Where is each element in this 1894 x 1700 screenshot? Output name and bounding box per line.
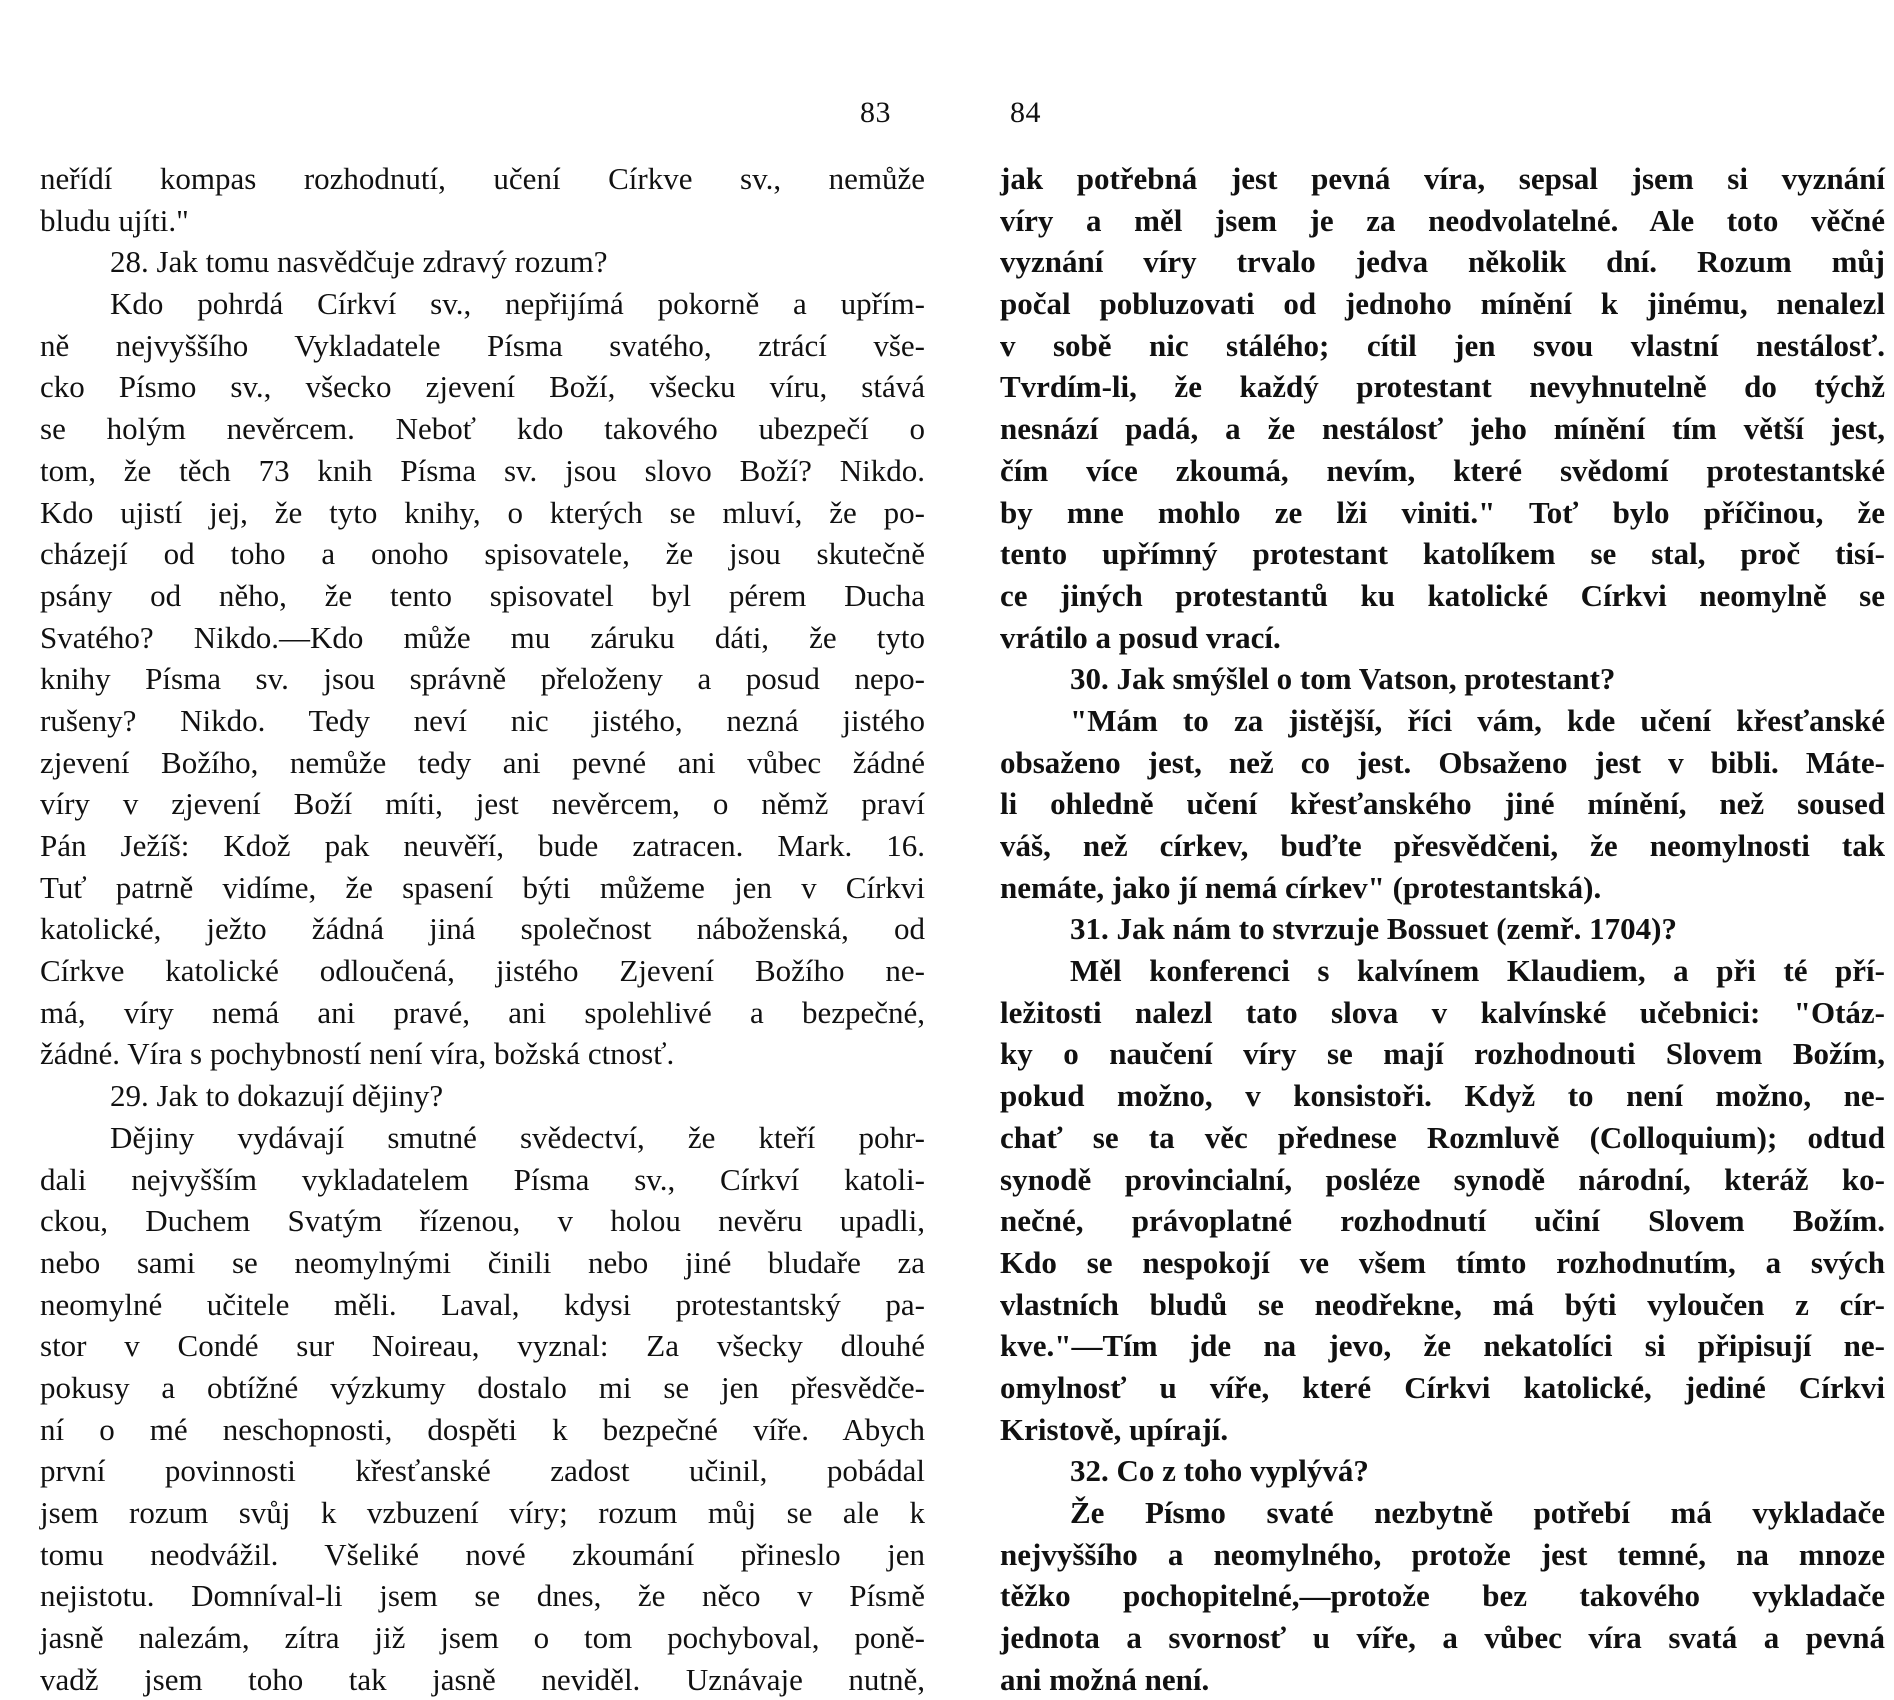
text-line: Kdo se nespokojí ve všem tímto rozhodnutím, a svých xyxy=(1000,1244,1885,1280)
text-line: obsaženo jest, než co jest. Obsaženo jest v bibli. Máte- xyxy=(1000,744,1885,780)
text-line: pokud možno, v konsistoři. Když to není možno, ne- xyxy=(1000,1078,1885,1114)
text-line: ckou, Duchem Svatým řízenou, v holou nevěru upadli, xyxy=(40,1203,925,1239)
text-line: stor v Condé sur Noireau, vyznal: Za všecky dlouhé xyxy=(40,1328,925,1364)
text-line: synodě provincialní, posléze synodě národní, kteráž ko- xyxy=(1000,1161,1885,1197)
text-line: kve."—Tím jde na jevo, že nekatolíci si připisují ne- xyxy=(1000,1328,1885,1364)
text-line: katolické, ježto žádná jiná společnost náboženská, od xyxy=(40,911,925,947)
text-line: nebo sami se neomylnými činili nebo jiné bludaře za xyxy=(40,1244,925,1280)
text-line: psány od něho, že tento spisovatel byl pérem Ducha xyxy=(40,577,925,613)
text-line: 32. Co z toho vyplývá? xyxy=(1070,1453,1369,1489)
right-page xyxy=(1000,0,1885,1697)
text-line: nejistotu. Domníval-li jsem se dnes, že něco v Písmě xyxy=(40,1578,925,1614)
text-line: počal pobluzovati od jednoho mínění k jinému, nenalezl xyxy=(1000,286,1885,322)
right-page-text xyxy=(1000,158,1885,1700)
text-line: těžko pochopitelné,—protože bez takového vykladače xyxy=(1000,1578,1885,1614)
text-line: li ohledně učení křesťanského jiné mínění, než soused xyxy=(1000,786,1885,822)
text-line: vyznání víry trvalo jedva několik dní. Rozum můj xyxy=(1000,244,1885,280)
page-number-right: 84 xyxy=(1010,96,1041,129)
text-line: neřídí kompas rozhodnutí, učení Církve sv., nemůže xyxy=(40,161,925,196)
text-line: Tvrdím-li, že každý protestant nevyhnutelně do týchž xyxy=(1000,369,1885,405)
text-line: tom, že těch 73 knih Písma sv. jsou slovo Boží? Nikdo. xyxy=(40,452,925,488)
text-line: víry a měl jsem je za neodvolatelné. Ale toto věčné xyxy=(1000,202,1885,238)
text-line: chať se ta věc přednese Rozmluvě (Colloquium); odtud xyxy=(1000,1119,1885,1155)
text-line: 30. Jak smýšlel o tom Vatson, protestant? xyxy=(1070,661,1616,697)
left-page-text xyxy=(40,158,925,1700)
text-line: omylnosť u víře, které Církvi katolické, jediné Církvi xyxy=(1000,1369,1885,1405)
text-line: pokusy a obtížné výzkumy dostalo mi se jen přesvědče- xyxy=(40,1369,925,1405)
text-line: knihy Písma sv. jsou správně přeloženy a posud nepo- xyxy=(40,661,925,697)
text-line: bludu ujíti." xyxy=(40,202,189,238)
text-line: jak potřebná jest pevná víra, sepsal jsem si vyznání xyxy=(1000,161,1885,196)
text-line: Církve katolické odloučená, jistého Zjevení Božího ne- xyxy=(40,953,925,989)
text-line: čím více zkoumá, nevím, které svědomí protestantské xyxy=(1000,452,1885,488)
text-line: jasně nalezám, zítra již jsem o tom pochyboval, poně- xyxy=(40,1620,925,1656)
text-line: cházejí od toho a onoho spisovatele, že jsou skutečně xyxy=(40,536,925,572)
text-line: první povinnosti křesťanské zadost učinil, pobádal xyxy=(40,1453,925,1489)
text-line: 31. Jak nám to stvrzuje Bossuet (zemř. 1704)? xyxy=(1070,911,1677,947)
text-line: váš, než církev, buďte přesvědčeni, že neomylnosti tak xyxy=(1000,828,1885,863)
text-line: v sobě nic stálého; cítil jen svou vlastní nestálosť. xyxy=(1000,327,1885,363)
text-line: Pán Ježíš: Kdož pak neuvěří, bude zatracen. Mark. 16. xyxy=(40,828,925,863)
text-line: nesnází padá, a že nestálosť jeho mínění tím větší jest, xyxy=(1000,411,1885,447)
text-line: ní o mé neschopnosti, dospěti k bezpečné víře. Abych xyxy=(40,1411,925,1447)
text-line: zjevení Božího, nemůže tedy ani pevné ani vůbec žádné xyxy=(40,744,925,780)
text-line: 28. Jak tomu nasvědčuje zdravý rozum? xyxy=(110,244,608,280)
text-line: nejvyššího a neomylného, protože jest temné, na mnoze xyxy=(1000,1536,1885,1572)
text-line: nečné, právoplatné rozhodnutí učiní Slovem Božím. xyxy=(1000,1203,1885,1239)
text-line: ně nejvyššího Vykladatele Písma svatého, ztrácí vše- xyxy=(40,327,925,363)
text-line: 29. Jak to dokazují dějiny? xyxy=(110,1078,444,1114)
text-line: Tuť patrně vidíme, že spasení býti můžeme jen v Církvi xyxy=(40,869,925,905)
text-line: rušeny? Nikdo. Tedy neví nic jistého, nezná jistého xyxy=(40,702,925,738)
text-line: Dějiny vydávají smutné svědectví, že kteří pohr- xyxy=(110,1119,925,1155)
text-line: cko Písmo sv., všecko zjevení Boží, všecku víru, stává xyxy=(40,369,925,405)
text-line: ležitosti nalezl tato slova v kalvínské učebnici: "Otáz- xyxy=(1000,994,1885,1030)
text-line: žádné. Víra s pochybností není víra, božská ctnosť. xyxy=(40,1036,675,1072)
text-line: Kristově, upírají. xyxy=(1000,1411,1229,1447)
left-page xyxy=(40,0,925,1697)
page-number-left: 83 xyxy=(860,96,891,129)
text-line: "Mám to za jistější, říci vám, kde učení křesťanské xyxy=(1070,702,1885,738)
text-line: vadž jsem toho tak jasně neviděl. Uznávaje nutně, xyxy=(40,1661,925,1697)
text-line: by mne mohlo ze lži viniti." Toť bylo příčinou, že xyxy=(1000,494,1885,530)
text-line: ani možná není. xyxy=(1000,1661,1210,1697)
text-line: víry v zjevení Boží míti, jest nevěrcem, o němž praví xyxy=(40,786,925,822)
text-line: se holým nevěrcem. Neboť kdo takového ubezpečí o xyxy=(40,411,925,447)
text-line: Že Písmo svaté nezbytně potřebí má vykladače xyxy=(1070,1495,1885,1530)
text-line: tomu neodvážil. Všeliké nové zkoumání přineslo jen xyxy=(40,1536,925,1572)
text-line: Svatého? Nikdo.—Kdo může mu záruku dáti, že tyto xyxy=(40,619,925,655)
text-line: vrátilo a posud vrací. xyxy=(1000,619,1281,655)
text-line: má, víry nemá ani pravé, ani spolehlivé a bezpečné, xyxy=(40,994,925,1030)
text-line: jsem rozum svůj k vzbuzení víry; rozum můj se ale k xyxy=(40,1495,925,1530)
text-line: Měl konferenci s kalvínem Klaudiem, a při té pří- xyxy=(1070,953,1885,989)
text-line: ce jiných protestantů ku katolické Církvi neomylně se xyxy=(1000,577,1885,613)
text-line: ky o naučení víry se mají rozhodnouti Slovem Božím, xyxy=(1000,1036,1885,1072)
text-line: vlastních bludů se neodřekne, má býti vyloučen z cír- xyxy=(1000,1286,1885,1322)
text-line: Kdo ujistí jej, že tyto knihy, o kterých se mluví, že po- xyxy=(40,494,925,530)
text-line: neomylné učitele měli. Laval, kdysi protestantský pa- xyxy=(40,1286,925,1322)
text-line: Kdo pohrdá Církví sv., nepřijímá pokorně a upřím- xyxy=(110,286,925,322)
text-line: dali nejvyšším vykladatelem Písma sv., Církví katoli- xyxy=(40,1161,925,1197)
text-line: nemáte, jako jí nemá církev" (protestantská). xyxy=(1000,869,1602,905)
text-line: jednota a svornosť u víře, a vůbec víra svatá a pevná xyxy=(1000,1620,1885,1656)
text-line: tento upřímný protestant katolíkem se stal, proč tisí- xyxy=(1000,536,1885,572)
